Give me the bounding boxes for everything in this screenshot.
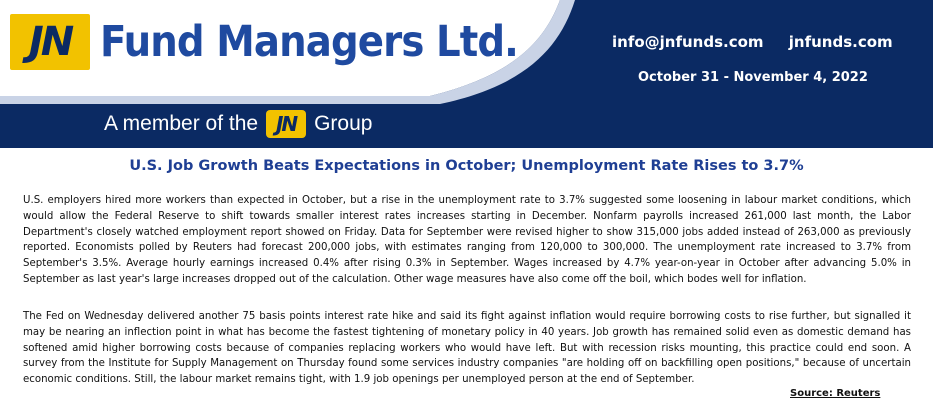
website-link[interactable]: jnfunds.com [788,33,893,51]
source-link[interactable]: Source: Reuters [790,388,881,399]
date-range: October 31 - November 4, 2022 [638,70,868,85]
article-paragraph-2: The Fed on Wednesday delivered another 75 basis points interest rate hike and said its fight against inflation would require borrowing costs to rise further, but signalled it may be nearing an inflection point in what has become the fastest tightening of monetary policy in 40 years. Job growth has remained solid even as domestic demand has softened amid higher borrowing costs because of companies replacing workers who would have left. But with recession risks mounting, this practice could end soon. A survey from the Institute for Supply Management on Thursday found some services industry companies "are holding off on backfilling open positions," because of uncertain economic conditions. Still, the labour market remains tight, with 1.9 job openings per unemployed person at the end of September. [23,311,911,386]
contact-info [612,33,893,51]
jn-logo [8,12,92,72]
jn-group-logo-text: JN [275,112,297,136]
header-banner [0,0,933,148]
jn-group-logo [266,110,306,138]
article-paragraph-1: U.S. employers hired more workers than expected in October, but a rise in the unemployment rate to 3.7% suggested some loosening in labour market conditions, which would allow the Federal Reserve to shift towards smaller interest rates increases starting in December. Nonfarm payrolls increased 261,000 last month, the Labor Department's closely watched employment report showed on Friday. Data for September were revised higher to show 315,000 jobs added instead of 263,000 as previously reported. Economists polled by Reuters had forecast 200,000 jobs, with estimates ranging from 120,000 to 300,000. The unemployment rate increased to 3.7% from September's 3.5%. Average hourly earnings increased 0.4% after rising 0.3% in September. Wages increased by 4.7% year-on-year in October after advancing 5.0% in September as last year's large increases dropped out of the calculation. Other wage measures have also come off the boil, which bodes well for inflation. [23,195,911,285]
article-headline: U.S. Job Growth Beats Expectations in October; Unemployment Rate Rises to 3.7% [129,158,804,174]
brand-name: Fund Managers Ltd. [100,17,518,67]
jn-logo-text: JN [28,19,72,65]
email-link[interactable]: info@jnfunds.com [612,33,764,51]
member-prefix: A member of the [104,112,259,135]
member-tagline [104,110,372,138]
member-suffix: Group [314,112,373,135]
